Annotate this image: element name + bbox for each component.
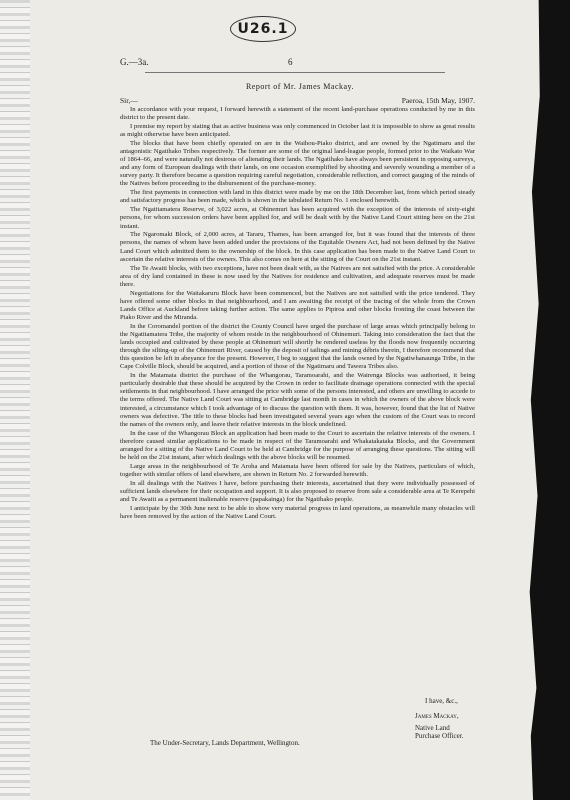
scan-left-edge [0, 0, 30, 800]
addressee: The Under-Secretary, Lands Department, Wellington. [150, 739, 300, 747]
paragraph: In the case of the Whangorau Block an application had been made to the Court to ascertain the relative interests of the owners. I therefore caused similar applications to be made in respect of the Taramoarahi and Whakatakataka Blocks, and the Government arranged for a sitting of the Native Land Court to be held at Cambridge for the purpose of arranging these questions. The sitting will be held on the 21st instant, after which dealings with the above blocks will be resumed. [120, 429, 475, 461]
salutation: Sir,— [120, 96, 138, 105]
paragraph: The Ngatitamatera Reserve, of 3,022 acres, at Ohinemuri has been acquired with the exception of the interests of sixty-eight persons, for whom succession orders have been applied for, and will be dealt with by the Native Land Court sitting here on the 21st instant. [120, 206, 475, 230]
paragraph: The blocks that have been chiefly operated on are in the Waihou-Piako district, and are owned by the Ngatimaru and the antagonistic Ngatihako Tribes respectively. The former are some of the original land-league people, formed prior to the Waikato War of 1864–66, and were naturally not desirous of alienating their lands. The Ngatihako have always been persistent in opposing surveys, and any form of European dealings with their lands, on one occasion exemplified by shooting and severely wounding a member of a survey party. It therefore became a question requiring careful negotiation, considerable reflection, and correct gauging of the minds of the Natives before proceeding to the disbursement of the purchase-money. [120, 139, 475, 188]
paragraph: In the Coromandel portion of the district the County Council have urged the purchase of large areas which principally belong to the Ngatitamatera Tribe, the majority of whom reside in the neighbourhood of Ohinemuri. Taking into consideration the fact that the lands occupied and cultivated by these people at Ohinemuri will shortly be rendered useless by the floods now frequently occurring through the silting-up of the Ohinemuri River, caused by the deposit of tailings and mining débris therein, I therefore recommend that this question be left in abeyance for the present. However, I beg to suggest that the lands owned by the Ngatiwhanaunga Tribe, in the Cape Colville Block, should be acquired, and a portion of those of the Ngatimaru and Tawera Tribes also. [120, 322, 475, 371]
closing: I have, &c., [425, 697, 458, 705]
paragraph: I anticipate by the 30th June next to be able to show very material progress in land operations, as meanwhile many obstacles will have been removed by the action of the Native Land Court. [120, 504, 475, 520]
scan-right-edge-shadow [514, 0, 570, 800]
paragraph: Negotiations for the Waitakaruru Block have been commenced, but the Natives are not satisfied with the price tendered. They have offered some other blocks in that neighbourhood, and I am awaiting the receipt of the tracing of the whole from the Crown Lands Office at Auckland before taking further action. The same applies to Pipiroa and other blocks fronting the coast between the Piako River and the Miranda. [120, 289, 475, 321]
paragraph: In accordance with your request, I forward herewith a statement of the recent land-purchase operations conducted by me in this district to the present date. [120, 106, 475, 122]
report-title: Report of Mr. James Mackay. [245, 82, 355, 91]
signature-title: Native Land Purchase Officer. [415, 724, 464, 740]
archive-stamp: U26.1 [230, 16, 296, 42]
header-rule [145, 72, 445, 73]
paragraph: In all dealings with the Natives I have, before purchasing their interests, ascertained that they were individually possessed of sufficient lands elsewhere for their occupation and support. It is also proposed to reserve from sale a considerable area at Te Kerepehi and Te Awaiti as a permanent inalienable reserve (papakainga) for the Ngatihako people. [120, 479, 475, 503]
place-date: Paeroa, 15th May, 1907. [401, 96, 475, 105]
paragraph: The Te Awaiti blocks, with two exceptions, have not been dealt with, as the Natives are not satisfied with the price. A considerable area of dry land contained in these is now used by the Natives for residence and cultivation, and adequate reserves must be made there. [120, 264, 475, 288]
document-reference: G.—3a. [120, 57, 149, 67]
paragraph: The Ngaromaki Block, of 2,000 acres, at Tararu, Thames, has been arranged for, but it was found that the interests of three persons, the names of whom have been added under the provisions of the Equitable Owners Act, had not been defined by the Native Land Court which admitted them to the ownership of the block. In this case application has been made to the Native Land Court to ascertain the relative interests of the owners. This also comes on here at the sitting of the Court on the 21st instant. [120, 231, 475, 263]
running-header [120, 57, 480, 69]
signature-name: James Mackay, [415, 712, 459, 720]
page-number: 6 [288, 57, 293, 67]
paragraph: In the Matamata district the purchase of the Whangorau, Taramoarahi, and the Wairenga Blocks was authorised, it being particularly desirable that these should be acquired by the Crown in order to facilitate drainage operations connected with the special settlements in that neighbourhood. I have arranged the price with some of the persons interested, and others are unwilling to accede to the terms offered. The Native Land Court was sitting at Cambridge last month in cases in which the owners of the above block were interested, a circumstance which I took advantage of to discuss the question with them. It was, however, found that the list of Native owners was defective. The title to these blocks had been investigated several years ago when the custom of the Court was to record the names of the owners only, and leave their relative interests in the block undefined. [120, 372, 475, 428]
paragraph: The first payments in connection with land in this district were made by me on the 18th December last, from which period steady and satisfactory progress has been made, which is shown in the tabulated Return No. 1 enclosed herewith. [120, 189, 475, 205]
paragraph: I premise my report by stating that as active business was only commenced in October last it is impossible to show as great results as might otherwise have been anticipated. [120, 122, 475, 139]
paragraph: Large areas in the neighbourhood of Te Aroha and Matamata have been offered for sale by the Natives, particulars of which, together with similar offers of land elsewhere, are shown in Return No. 2 forwarded herewith. [120, 462, 475, 478]
report-body [120, 106, 475, 522]
